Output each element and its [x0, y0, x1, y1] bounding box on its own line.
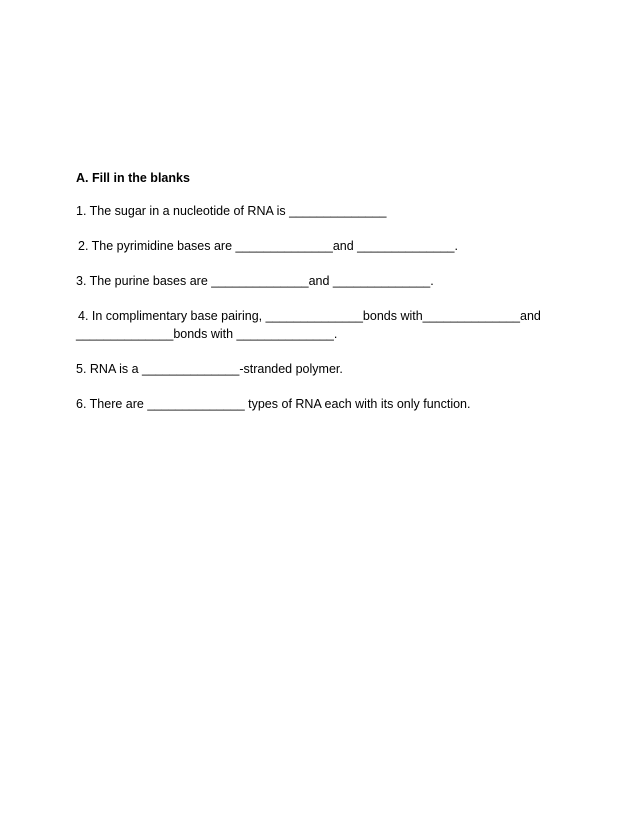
- question-4: [76, 307, 576, 343]
- section-heading: A. Fill in the blanks: [76, 171, 190, 185]
- question-4-line-1: 4. In complimentary base pairing, ______________bonds with______________and: [78, 309, 541, 323]
- question-3: 3. The purine bases are ______________and ______________.: [76, 274, 434, 288]
- question-1: 1. The sugar in a nucleotide of RNA is ______________: [76, 204, 387, 218]
- question-5: 5. RNA is a ______________-stranded polymer.: [76, 362, 343, 376]
- worksheet-section: [76, 170, 576, 430]
- question-2: 2. The pyrimidine bases are ______________and ______________.: [78, 239, 458, 253]
- question-6: 6. There are ______________ types of RNA each with its only function.: [76, 397, 471, 411]
- question-4-line-2: ______________bonds with ______________.: [76, 327, 338, 341]
